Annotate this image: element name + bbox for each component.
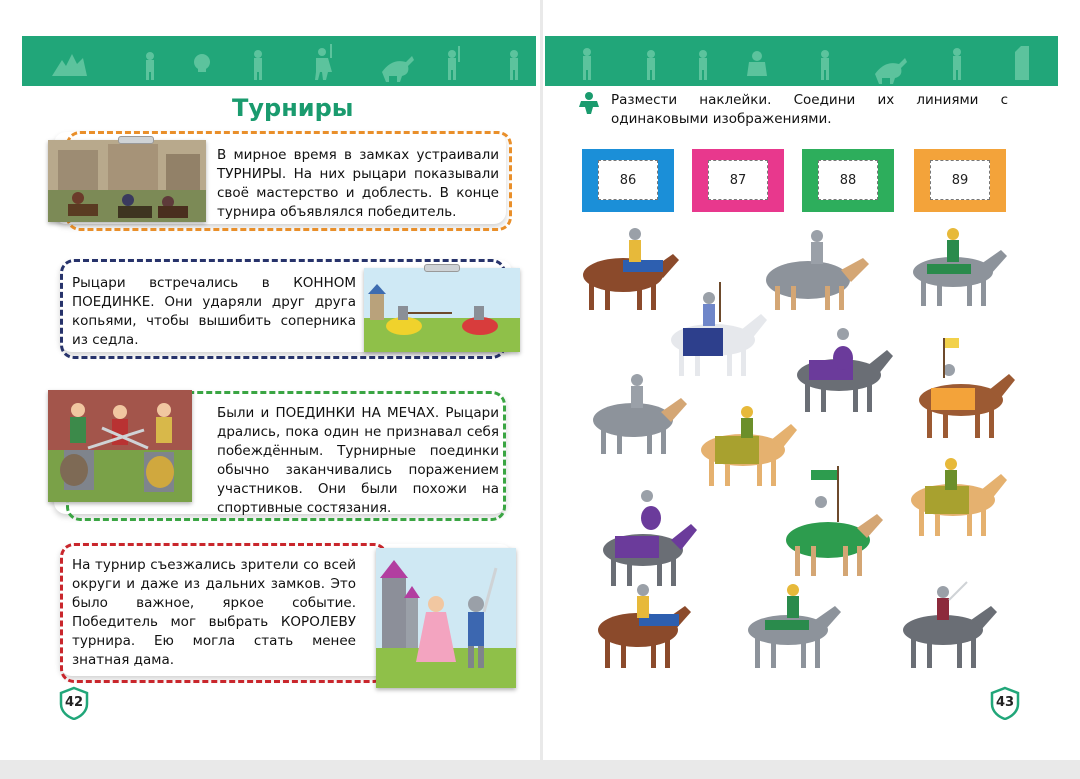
block-text-1: В мирное время в замках устраивали ТУРНИРЫ. На них рыцари показывали своё мастерство и доблесть. В конце турнира объявлялся победитель. [217, 147, 499, 220]
joust-illustration [364, 268, 520, 352]
header-banner [545, 36, 1058, 86]
knight-orange-horse-banner [919, 338, 1015, 438]
knight-grey-horse-green [913, 228, 1007, 306]
sticker-slot-89[interactable] [914, 149, 1006, 212]
knight-grey-horse-purple-2 [603, 490, 697, 586]
queen-and-knight-illustration [376, 548, 516, 688]
knight-grey-armored-horse [766, 230, 869, 310]
knight-white-horse-navy [671, 282, 767, 376]
sword-duel-illustration [48, 390, 192, 502]
block-text-2: Рыцари встречались в КОННОМ ПОЕДИНКЕ. Они ударяли друг друга копьями, чтобы вышибить соперника из седла. [72, 275, 356, 348]
sticker-label: 88 [818, 160, 878, 200]
knight-silhouettes-decoration [545, 36, 1058, 86]
knight-grey-horse-green-2 [748, 584, 841, 668]
knight-brown-horse-blue-2 [598, 584, 691, 668]
paper-clip [424, 264, 460, 272]
page-number-badge [989, 686, 1021, 720]
sticker-label: 86 [598, 160, 658, 200]
sticker-slot-87[interactable] [692, 149, 784, 212]
knight-palomino-horse-green [701, 406, 797, 486]
page-number-badge [58, 686, 90, 720]
sticker-slot-88[interactable] [802, 149, 894, 212]
block-text-3: Были и ПОЕДИНКИ НА МЕЧАХ. Рыцари дрались, пока один не признавал себя побеждённым. Турнирные поединки обычно заканчивались поражением участников. Они были похожи на спортивные состязания. [217, 405, 499, 516]
page-number: 42 [64, 695, 84, 710]
paper-clip [118, 136, 154, 144]
knight-grey-horse-maroon [903, 582, 997, 668]
sticker-label: 87 [708, 160, 768, 200]
block-text-4: На турнир съезжались зрители со всей округи и даже из дальних замков. Это было важное, яркое событие. Победитель мог выбрать КОРОЛЕВУ турнира. Ею могла стать менее знатная дама. [72, 557, 356, 668]
task-instruction: Размести наклейки. Соедини их линиями с одинаковыми изображениями. [611, 92, 1008, 127]
header-banner [22, 36, 536, 86]
knight-brown-horse-green-banner [786, 466, 883, 576]
knight-brown-horse-blue [583, 228, 679, 310]
page-number: 43 [995, 695, 1015, 710]
right-page [543, 0, 1080, 760]
knight-silhouettes-decoration [22, 36, 536, 86]
sticker-slot-86[interactable] [582, 149, 674, 212]
page-title: Турниры [232, 94, 354, 122]
knight-palomino-horse-green-2 [911, 458, 1007, 536]
castle-tournament-illustration [48, 140, 206, 222]
sticker-label: 89 [930, 160, 990, 200]
knight-grey-armored-horse-2 [593, 374, 687, 454]
knights-illustrations [543, 220, 1080, 690]
knight-grey-horse-purple [797, 328, 893, 412]
knight-icon [577, 92, 603, 114]
left-page [0, 0, 540, 760]
